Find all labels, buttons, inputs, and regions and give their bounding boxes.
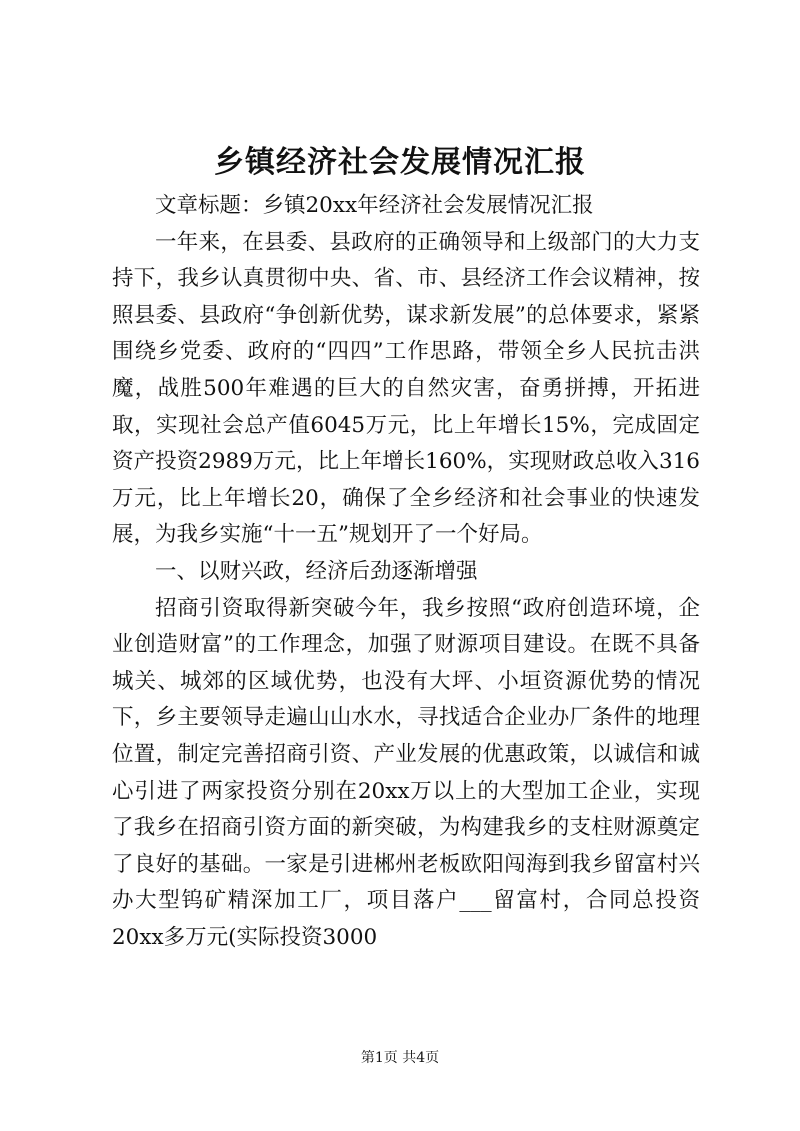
- intro-paragraph: 一年来，在县委、县政府的正确领导和上级部门的大力支持下，我乡认真贯彻中央、省、市、县经济工作会议精神，按照县委、县政府“争创新优势，谋求新发展”的总体要求，紧紧围绕乡党委、政府的“四四”工作思路，带领全乡人民抗击洪魔，战胜500年难遇的巨大的自然灾害，奋勇拼搏，开拓进取，实现社会总产值6045万元，比上年增长15%，完成固定资产投资2989万元，比上年增长160%，实现财政总收入316万元，比上年增长20，确保了全乡经济和社会事业的快速发展，为我乡实施“十一五”规划开了一个好局。: [112, 229, 700, 548]
- investment-paragraph: 招商引资取得新突破今年，我乡按照“政府创造环境，企业创造财富”的工作理念，加强了财源项目建设。在既不具备城关、城郊的区域优势，也没有大坪、小垣资源优势的情况下，乡主要领导走遍山山水水，寻找适合企业办厂条件的地理位置，制定完善招商引资、产业发展的优惠政策，以诚信和诚心引进了两家投资分别在20xx万以上的大型加工企业，实现了我乡在招商引资方面的新突破，为构建我乡的支柱财源奠定了良好的基础。一家是引进郴州老板欧阳闯海到我乡留富村兴办大型钨矿精深加工厂，项目落户___留富村，合同总投资20xx多万元(实际投资3000: [112, 595, 700, 950]
- section-heading: 一、以财兴政，经济后劲逐渐增强: [155, 558, 478, 584]
- page-number-footer: 第1页 共4页: [360, 1050, 440, 1066]
- document-title: 乡镇经济社会发展情况汇报: [214, 145, 586, 180]
- document-body: [112, 188, 700, 956]
- article-title-line: 文章标题：乡镇20xx年经济社会发展情况汇报: [155, 193, 594, 218]
